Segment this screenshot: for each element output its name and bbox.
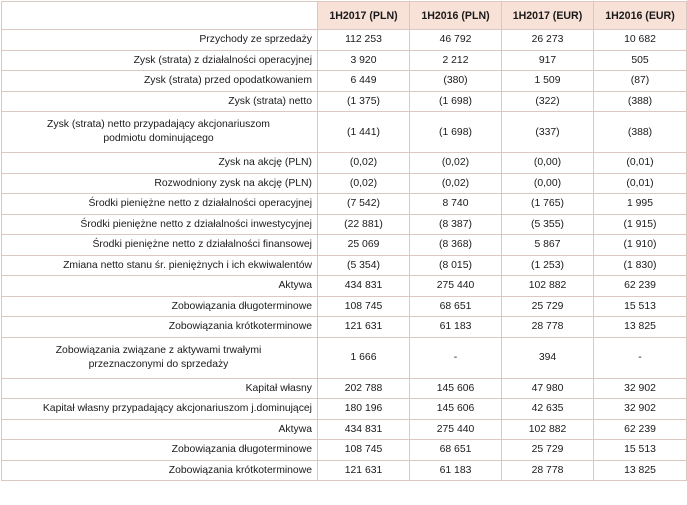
value-cell: 10 682 — [594, 30, 687, 51]
row-label: Zysk (strata) przed opodatkowaniem — [2, 71, 318, 92]
row-label: Zysk (strata) z działalności operacyjnej — [2, 50, 318, 71]
value-cell: (337) — [502, 112, 594, 153]
value-cell: 61 183 — [410, 460, 502, 481]
value-cell: (1 915) — [594, 214, 687, 235]
table-row — [2, 112, 687, 153]
row-label — [2, 112, 318, 153]
value-cell: 68 651 — [410, 296, 502, 317]
value-cell: 121 631 — [318, 317, 410, 338]
value-cell: 917 — [502, 50, 594, 71]
value-cell: (0,00) — [502, 173, 594, 194]
table-row — [2, 235, 687, 256]
table-row — [2, 276, 687, 297]
value-cell: (7 542) — [318, 194, 410, 215]
row-label: Zmiana netto stanu śr. pieniężnych i ich ekwiwalentów — [2, 255, 318, 276]
value-cell: (0,02) — [318, 173, 410, 194]
value-cell: 434 831 — [318, 276, 410, 297]
value-cell: 25 729 — [502, 440, 594, 461]
value-cell: (322) — [502, 91, 594, 112]
value-cell: (1 830) — [594, 255, 687, 276]
header-row — [2, 2, 687, 30]
table-row — [2, 419, 687, 440]
value-cell: - — [410, 337, 502, 378]
row-label-line1: Zobowiązania związane z aktywami trwałymi — [55, 344, 262, 356]
value-cell: (1 910) — [594, 235, 687, 256]
value-cell: 25 069 — [318, 235, 410, 256]
value-cell: 102 882 — [502, 419, 594, 440]
row-label: Środki pieniężne netto z działalności inwestycyjnej — [2, 214, 318, 235]
row-label: Przychody ze sprzedaży — [2, 30, 318, 51]
value-cell: 2 212 — [410, 50, 502, 71]
value-cell: 28 778 — [502, 317, 594, 338]
row-label: Aktywa — [2, 276, 318, 297]
value-cell: 1 666 — [318, 337, 410, 378]
header-corner-cell — [2, 2, 318, 30]
value-cell: 13 825 — [594, 460, 687, 481]
value-cell: (8 368) — [410, 235, 502, 256]
value-cell: (8 015) — [410, 255, 502, 276]
value-cell: 26 273 — [502, 30, 594, 51]
value-cell: 275 440 — [410, 419, 502, 440]
column-header: 1H2017 (PLN) — [318, 2, 410, 30]
table-row — [2, 399, 687, 420]
value-cell: 121 631 — [318, 460, 410, 481]
value-cell: 434 831 — [318, 419, 410, 440]
row-label: Środki pieniężne netto z działalności finansowej — [2, 235, 318, 256]
value-cell: (388) — [594, 112, 687, 153]
value-cell: (0,01) — [594, 153, 687, 174]
table-row — [2, 71, 687, 92]
value-cell: (87) — [594, 71, 687, 92]
value-cell: 32 902 — [594, 399, 687, 420]
value-cell: 145 606 — [410, 399, 502, 420]
value-cell: 394 — [502, 337, 594, 378]
value-cell: 6 449 — [318, 71, 410, 92]
value-cell: 5 867 — [502, 235, 594, 256]
table-row — [2, 440, 687, 461]
value-cell: (1 441) — [318, 112, 410, 153]
value-cell: (1 698) — [410, 91, 502, 112]
row-label: Rozwodniony zysk na akcję (PLN) — [2, 173, 318, 194]
table-row — [2, 153, 687, 174]
value-cell: (0,02) — [410, 153, 502, 174]
value-cell: 1 995 — [594, 194, 687, 215]
row-label: Zobowiązania krótkoterminowe — [2, 460, 318, 481]
value-cell: 61 183 — [410, 317, 502, 338]
row-label-line2: przeznaczonymi do sprzedaży — [88, 358, 229, 370]
value-cell: (0,00) — [502, 153, 594, 174]
table-row — [2, 255, 687, 276]
value-cell: 62 239 — [594, 276, 687, 297]
value-cell: 47 980 — [502, 378, 594, 399]
value-cell: (380) — [410, 71, 502, 92]
value-cell: 28 778 — [502, 460, 594, 481]
row-label-line2: podmiotu dominującego — [103, 133, 214, 144]
table-row — [2, 337, 687, 378]
value-cell: (388) — [594, 91, 687, 112]
table-row — [2, 50, 687, 71]
value-cell: 505 — [594, 50, 687, 71]
value-cell: 62 239 — [594, 419, 687, 440]
value-cell: 108 745 — [318, 440, 410, 461]
value-cell: 42 635 — [502, 399, 594, 420]
value-cell: 108 745 — [318, 296, 410, 317]
value-cell: 202 788 — [318, 378, 410, 399]
value-cell: 180 196 — [318, 399, 410, 420]
row-label: Zysk na akcję (PLN) — [2, 153, 318, 174]
value-cell: 8 740 — [410, 194, 502, 215]
financial-summary-table — [1, 1, 687, 481]
value-cell: 15 513 — [594, 440, 687, 461]
row-label — [2, 337, 318, 378]
value-cell: 13 825 — [594, 317, 687, 338]
table-row — [2, 378, 687, 399]
value-cell: (5 354) — [318, 255, 410, 276]
value-cell: (22 881) — [318, 214, 410, 235]
value-cell: 1 509 — [502, 71, 594, 92]
value-cell: 15 513 — [594, 296, 687, 317]
value-cell: 25 729 — [502, 296, 594, 317]
column-header: 1H2016 (PLN) — [410, 2, 502, 30]
table-row — [2, 30, 687, 51]
row-label: Aktywa — [2, 419, 318, 440]
value-cell: (1 698) — [410, 112, 502, 153]
row-label: Kapitał własny przypadający akcjonariuszom j.dominującej — [2, 399, 318, 420]
row-label: Zobowiązania długoterminowe — [2, 440, 318, 461]
value-cell: - — [594, 337, 687, 378]
value-cell: (1 253) — [502, 255, 594, 276]
table-row — [2, 173, 687, 194]
row-label: Zobowiązania długoterminowe — [2, 296, 318, 317]
table-row — [2, 460, 687, 481]
row-label-line1: Zysk (strata) netto przypadający akcjonariuszom — [47, 119, 270, 130]
row-label: Zobowiązania krótkoterminowe — [2, 317, 318, 338]
value-cell: 275 440 — [410, 276, 502, 297]
table-row — [2, 91, 687, 112]
row-label: Kapitał własny — [2, 378, 318, 399]
value-cell: (0,01) — [594, 173, 687, 194]
table-row — [2, 317, 687, 338]
value-cell: (8 387) — [410, 214, 502, 235]
table-row — [2, 296, 687, 317]
value-cell: (1 765) — [502, 194, 594, 215]
value-cell: 46 792 — [410, 30, 502, 51]
value-cell: (0,02) — [318, 153, 410, 174]
value-cell: 32 902 — [594, 378, 687, 399]
value-cell: (1 375) — [318, 91, 410, 112]
column-header: 1H2017 (EUR) — [502, 2, 594, 30]
column-header: 1H2016 (EUR) — [594, 2, 687, 30]
value-cell: 102 882 — [502, 276, 594, 297]
value-cell: 112 253 — [318, 30, 410, 51]
table-row — [2, 194, 687, 215]
value-cell: (5 355) — [502, 214, 594, 235]
row-label: Zysk (strata) netto — [2, 91, 318, 112]
table-row — [2, 214, 687, 235]
value-cell: (0,02) — [410, 173, 502, 194]
value-cell: 68 651 — [410, 440, 502, 461]
value-cell: 3 920 — [318, 50, 410, 71]
row-label: Środki pieniężne netto z działalności operacyjnej — [2, 194, 318, 215]
value-cell: 145 606 — [410, 378, 502, 399]
